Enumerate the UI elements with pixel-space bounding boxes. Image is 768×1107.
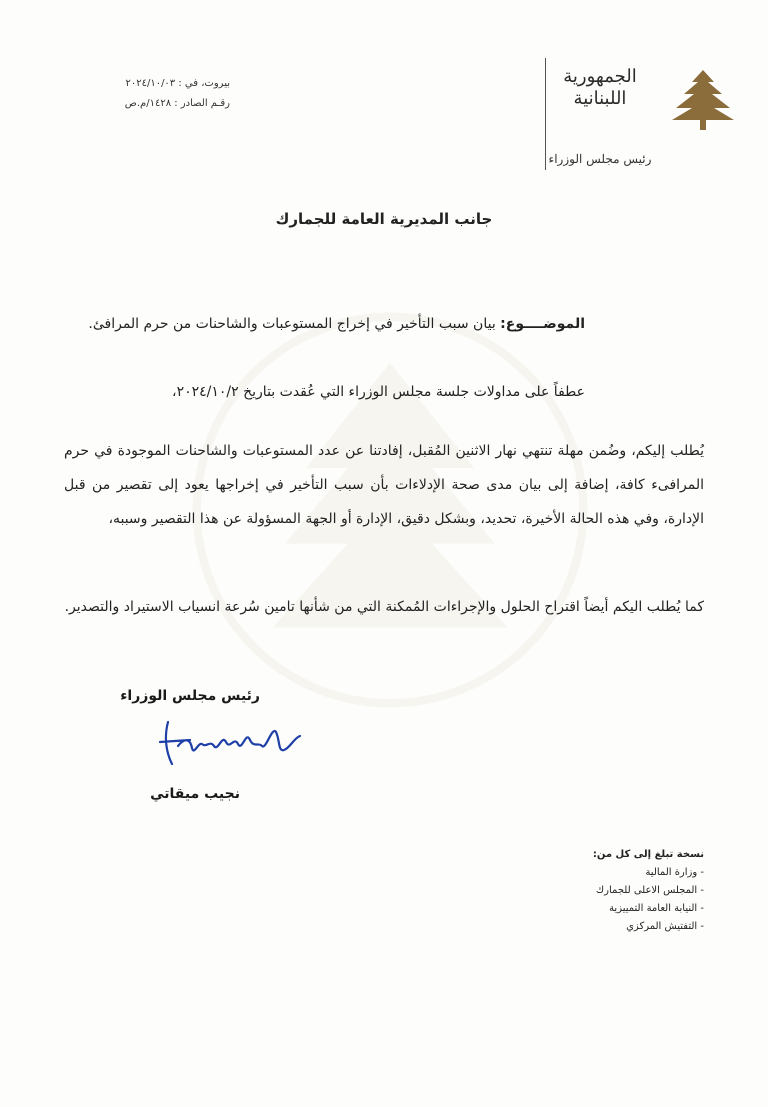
ref-line: رقـم الصادر : ١٤٢٨/م.ص [124,98,230,109]
republic-line-2: اللبنانية [573,88,627,109]
paragraph-proposals: كما يُطلب اليكم أيضاً اقتراح الحلول والإجراءات المُمكنة التي من شأنها تامين سُرعة انسياب الاستيراد والتصدير. [64,599,704,615]
paragraph-reference: عطفاً على مداولات جلسة مجلس الوزراء التي عُقدت بتاريخ ٢٠٢٤/١٠/٢، [172,384,585,400]
office-name: رئيس مجلس الوزراء [548,152,652,166]
letterhead [538,60,738,170]
copy-distribution [504,846,704,936]
cc-item: - التفتيش المركزي [626,921,704,932]
date-line: بيروت، في : ٢٠٢٤/١٠/٠٣ [125,78,230,89]
cc-item: - النيابة العامة التمييزية [609,903,704,914]
date-ref-block [30,74,230,114]
subject-label: الموضــــوع: [500,316,585,332]
cc-item: - المجلس الاعلى للجمارك [595,885,704,896]
cc-item: - وزارة المالية [645,867,704,878]
subject-text: بيان سبب التأخير في إخراج المستوعبات والشاحنات من حرم المرافئ. [88,316,501,332]
paragraph-request: يُطلب إليكم، وضُمن مهلة تنتهي نهار الاثنين المُقبل، إفادتنا عن عدد المستوعبات والشاحنات الموجودة في حرم المرافىء كافة، إضافة إلى بيان مدى صحة الإدلاءات بأن سبب التأخير في إخراجها يعود إلى تقصير من قبل الإدارة، وفي هذه الحالة الأخيرة، تحديد، وبشكل دقيق، الإدارة أو الجهة المسؤولة عن هذا التقصير وسببه، [64,443,704,527]
signatory-name: نجيب ميقاتي [150,786,240,802]
cc-list [504,864,704,936]
republic-name [540,66,660,110]
republic-line-1: الجمهورية [563,66,637,87]
signatory-title: رئيس مجلس الوزراء [120,688,260,704]
addressee: جانب المديرية العامة للجمارك [275,210,493,228]
handwritten-signature [150,712,310,772]
subject-line [65,316,585,332]
cc-title: نسخة تبلغ إلى كل من: [592,849,704,860]
cedar-tree-icon [668,68,738,132]
